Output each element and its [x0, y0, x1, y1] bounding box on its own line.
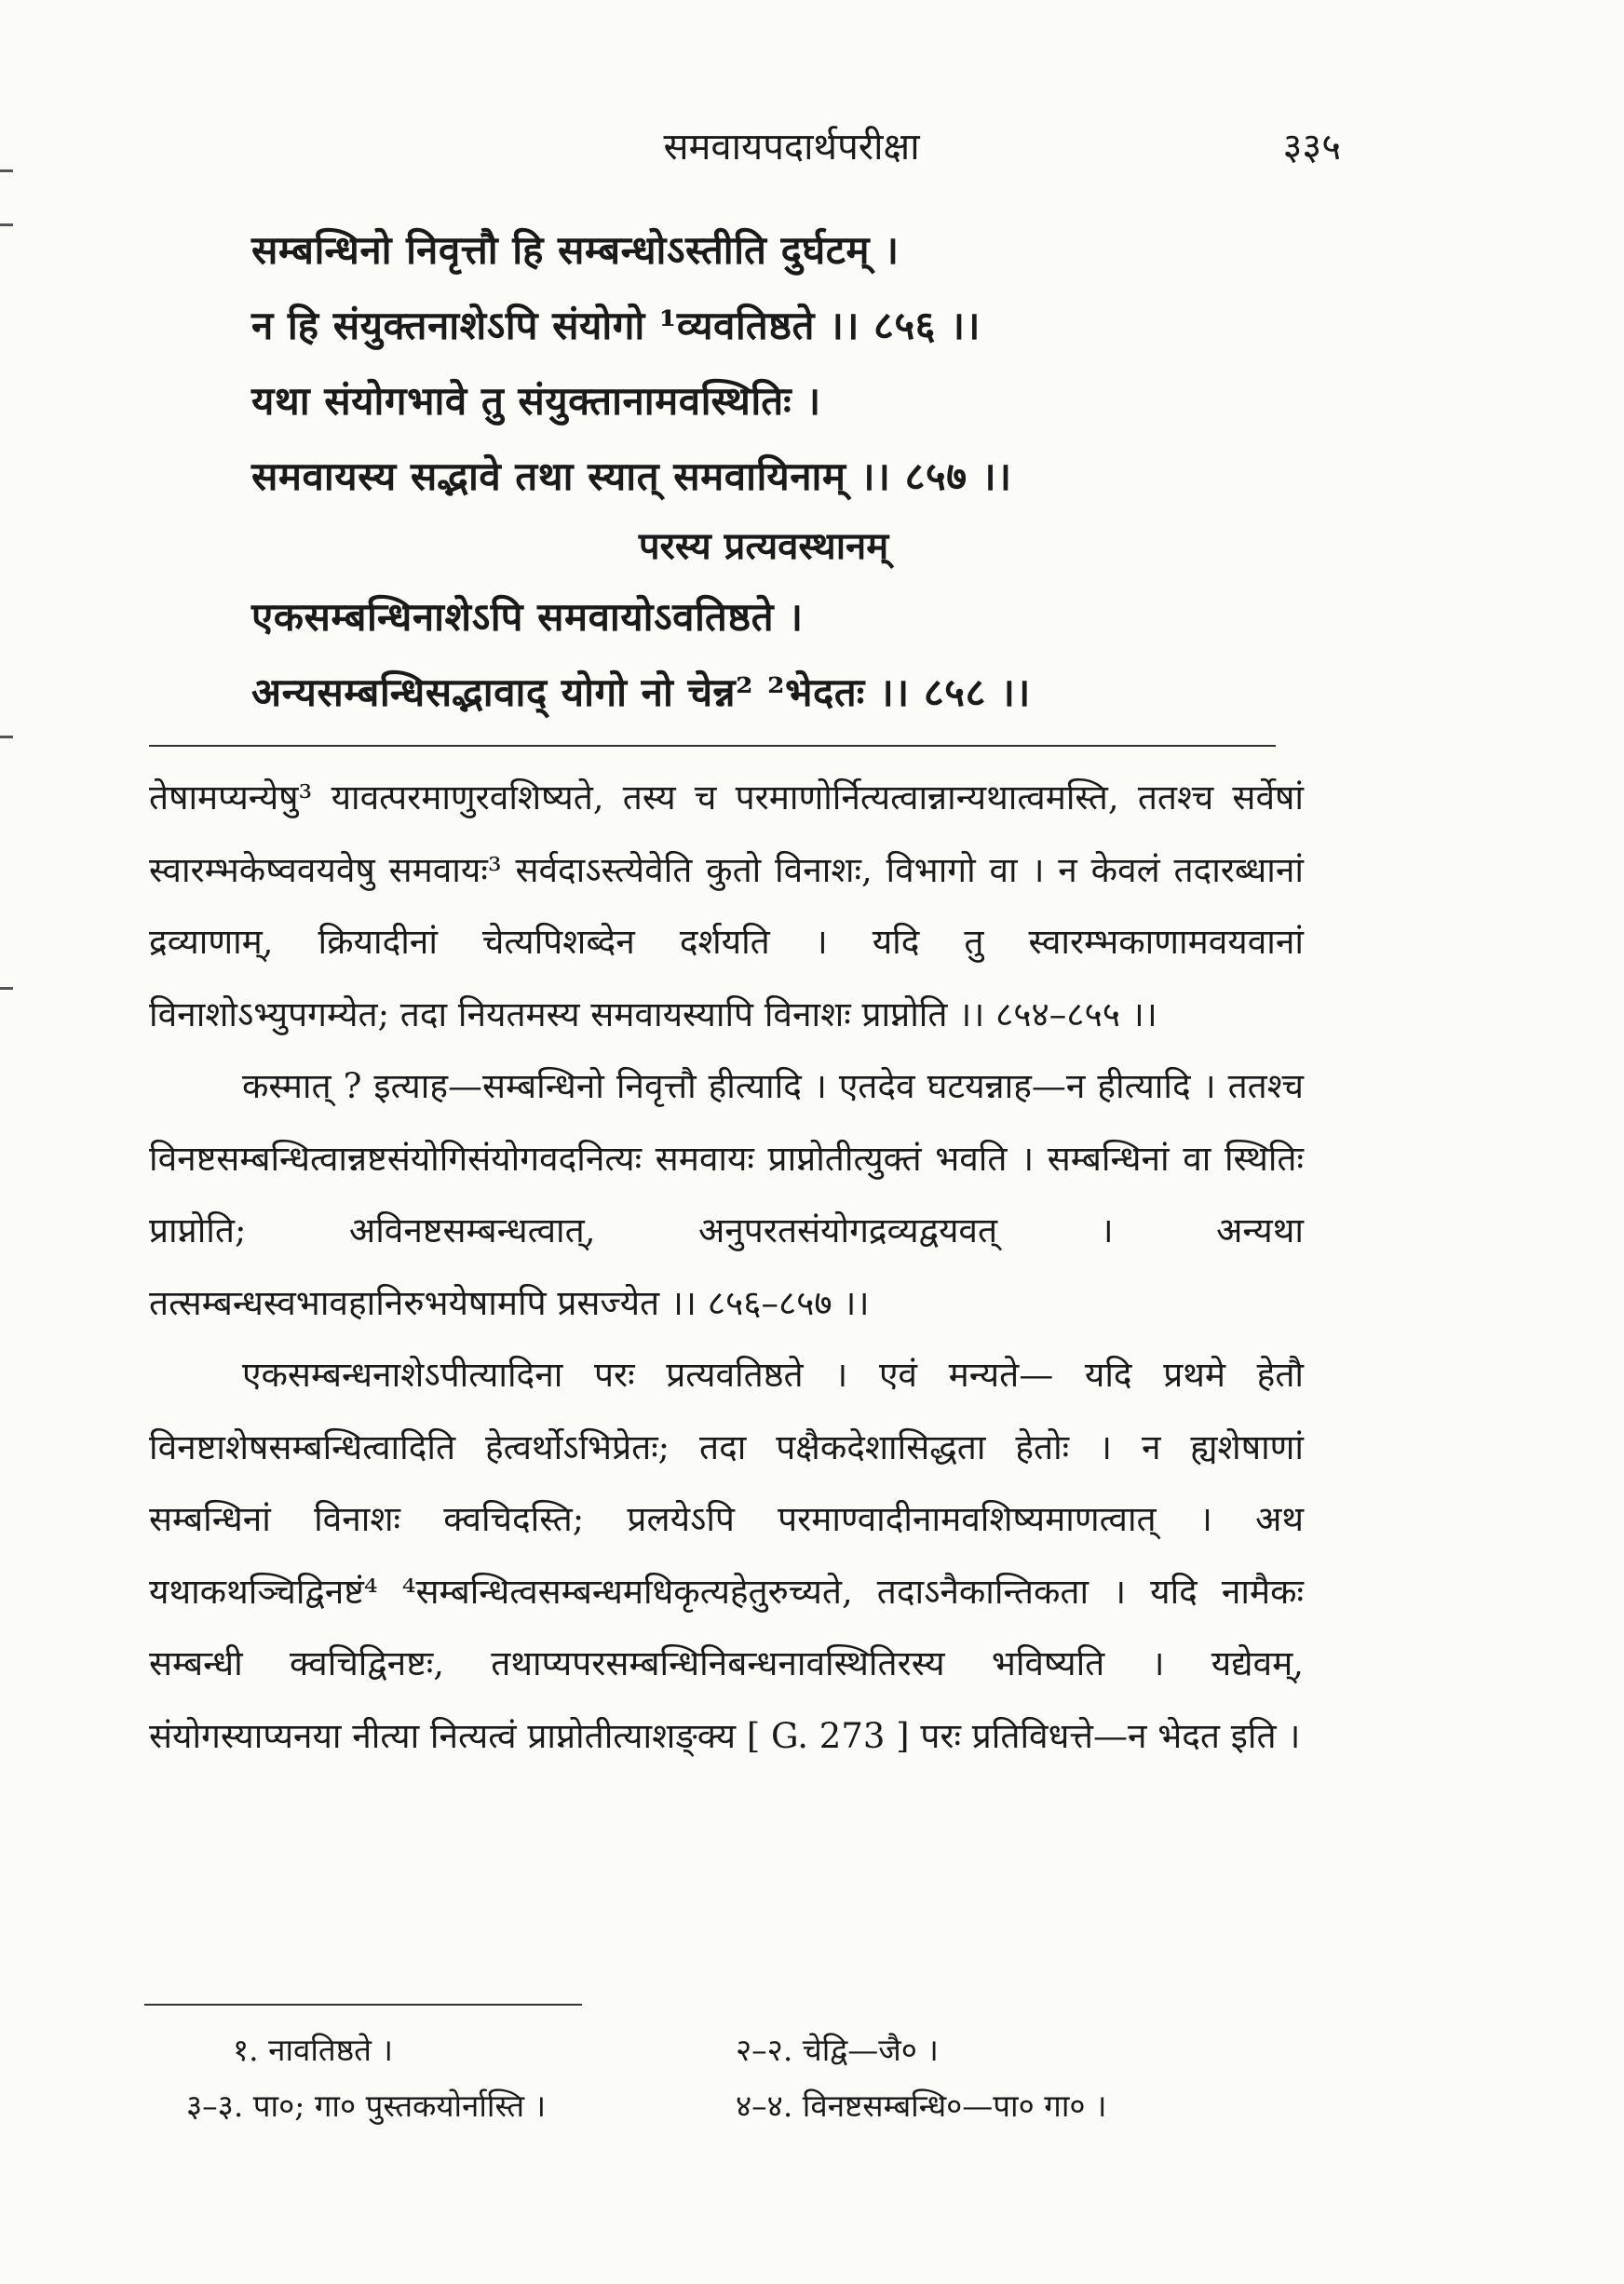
commentary-block	[149, 762, 1304, 1772]
verse-block	[251, 212, 1276, 730]
footnote: २–२. चेद्वि—जै० ।	[736, 2032, 939, 2068]
verse-line: सम्बन्धिनो निवृत्तौ हि सम्बन्धोऽस्तीति दुर्घटम् ।	[251, 227, 900, 273]
footnote-row	[186, 2078, 1304, 2134]
scan-edge-mark	[0, 169, 13, 172]
footnotes	[186, 2022, 1304, 2134]
scan-edge-mark	[0, 223, 13, 226]
page-title: समवायपदार्थपरीक्षा	[663, 126, 920, 169]
verse-line: एकसम्बन्धिनाशेऽपि समवायोऽवतिष्ठते ।	[251, 594, 804, 640]
scan-edge-mark	[0, 987, 13, 990]
footnote-divider	[144, 2004, 582, 2006]
page-number: ३३५	[1282, 126, 1341, 169]
commentary-paragraph: तेषामप्यन्येषु³ यावत्परमाणुरवशिष्यते, तस्य च परमाणोर्नित्यत्वान्नान्यथात्वमस्ति, ततश्च सर्वेषां स्वारम्भकेष्ववयवेषु समवायः³ सर्वदाऽस्त्येवेति कुतो विनाशः, विभागो वा । न केवलं तदारब्धानां द्रव्याणाम्, क्रियादीनां चेत्यपिशब्देन दर्शयति । यदि तु स्वारम्भकाणामवयवानां विनाशोऽभ्युपगम्येत; तदा नियतमस्य समवायस्यापि विनाशः प्राप्नोति ।। ८५४–८५५ ।।	[149, 777, 1304, 1034]
verse-section-heading: परस्य प्रत्यवस्थानम्	[638, 524, 889, 568]
commentary-paragraph: कस्मात् ? इत्याह—सम्बन्धिनो निवृत्तौ हीत्यादि । एतदेव घटयन्नाह—न हीत्यादि । ततश्च विनष्टसम्बन्धित्वान्नष्टसंयोगिसंयोगवदनित्यः समवायः प्राप्नोतीत्युक्तं भवति । सम्बन्धिनां वा स्थितिः प्राप्नोति; अविनष्टसम्बन्धत्वात्, अनुपरतसंयोगद्रव्यद्वयवत् । अन्यथा तत्सम्बन्धस्वभावहानिरुभयेषामपि प्रसज्येत ।। ८५६–८५७ ।।	[149, 1066, 1304, 1323]
verse-line: अन्यसम्बन्धिसद्भावाद् योगो नो चेन्न² ²भेदतः ।। ८५८ ।।	[251, 669, 1031, 715]
verse-commentary-divider	[149, 745, 1276, 747]
commentary-paragraph: एकसम्बन्धनाशेऽपीत्यादिना परः प्रत्यवतिष्ठते । एवं मन्यते— यदि प्रथमे हेतौ विनष्टाशेषसम्बन्धित्वादिति हेत्वर्थोऽभिप्रेतः; तदा पक्षैकदेशासिद्धता हेतोः । न ह्यशेषाणां सम्बन्धिनां विनाशः क्वचिदस्ति; प्रलयेऽपि परमाण्वादीनामवशिष्यमाणत्वात् । अथ यथाकथञ्चिद्विनष्टं⁴ ⁴सम्बन्धित्वसम्बन्धमधिकृत्यहेतुरुच्यते, तदाऽनैकान्तिकता । यदि नामैकः सम्बन्धी क्वचिद्विनष्टः, तथाप्यपरसम्बन्धिनिबन्धनावस्थितिरस्य भविष्यति । यद्येवम्, संयोगस्याप्यनया नीत्या नित्यत्वं प्राप्नोतीत्याशङ्क्य [ G. 273 ] परः प्रतिविधत्ते—न भेदत इति ।	[149, 1355, 1304, 1756]
footnote: ४–४. विनष्टसम्बन्धि०—पा० गा० ।	[736, 2088, 1107, 2124]
scan-edge-mark	[0, 736, 13, 738]
verse-line: न हि संयुक्तनाशेऽपि संयोगो ¹व्यवतिष्ठते ।। ८५६ ।।	[251, 303, 981, 348]
verse-line: यथा संयोगभावे तु संयुक्तानामवस्थितिः ।	[251, 378, 821, 424]
footnote-row	[186, 2022, 1304, 2078]
running-header	[242, 119, 1341, 175]
footnote: ३–३. पा०; गा० पुस्तकयोर्नास्ति ।	[186, 2088, 547, 2124]
footnote: १. नावतिष्ठते ।	[233, 2032, 393, 2068]
verse-line: समवायस्य सद्भावे तथा स्यात् समवायिनाम् ।। ८५७ ।।	[251, 453, 1012, 499]
